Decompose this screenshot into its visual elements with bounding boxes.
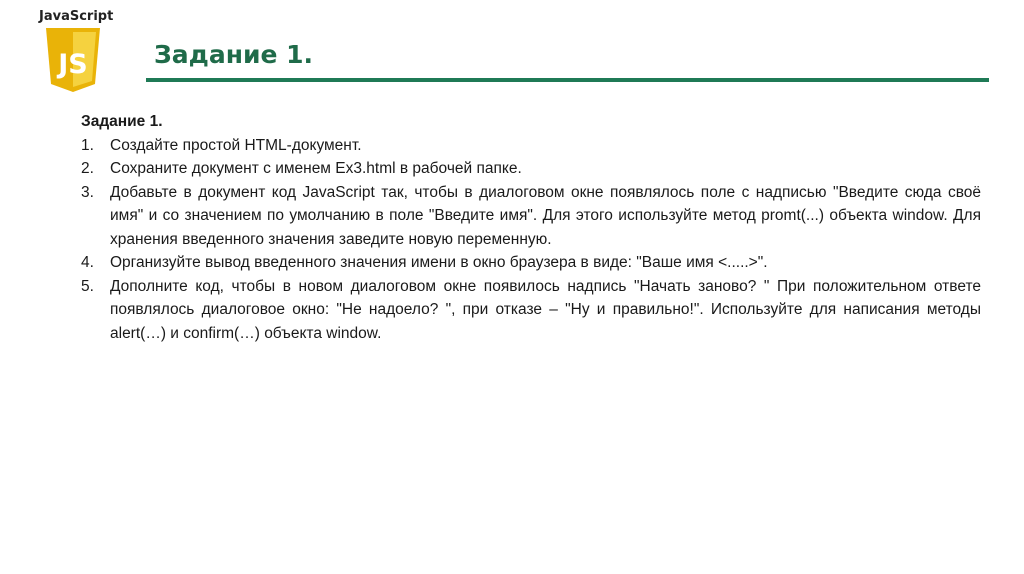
list-item (81, 134, 981, 158)
list-item (81, 275, 981, 346)
slide-title: Задание 1. (154, 40, 314, 69)
list-item (81, 157, 981, 181)
list-item-text: Создайте простой HTML-документ. (110, 136, 362, 154)
js-shield-icon (44, 28, 102, 92)
list-item (81, 181, 981, 252)
list-item-number: 4. (81, 254, 94, 271)
list-item-text: Сохраните документ с именем Ex3.html в рабочей папке. (110, 160, 522, 177)
list-item-text: Дополните код, чтобы в новом диалоговом окне появилось надпись "Начать заново? " При положительном ответе появлялось диалоговое окно: "Не надоело? ", при отказе – "Ну и правильно!". Используйте для написания методы alert(…) и confirm(…) объекта window. (110, 277, 981, 342)
list-item-text: Добавьте в документ код JavaScript так, чтобы в диалоговом окне появлялось поле с надписью "Введите сюда своё имя" и со значением по умолчанию в поле "Введите имя". Для этого используйте метод promt(...) объекта window. Для хранения введенного значения заведите новую переменную. (110, 183, 981, 248)
list-item (81, 251, 981, 275)
task-content (81, 110, 981, 345)
list-item-number: 3. (81, 183, 94, 201)
logo-caption: JavaScript (39, 9, 114, 24)
list-item-number: 1. (81, 136, 94, 154)
js-mark: JS (58, 49, 88, 80)
title-underline (146, 78, 989, 82)
task-list (81, 134, 981, 346)
list-item-number: 2. (81, 160, 94, 177)
list-item-text: Организуйте вывод введенного значения имени в окно браузера в виде: "Ваше имя <.....>". (110, 254, 768, 271)
task-heading: Задание 1. (81, 113, 163, 130)
list-item-number: 5. (81, 277, 94, 295)
